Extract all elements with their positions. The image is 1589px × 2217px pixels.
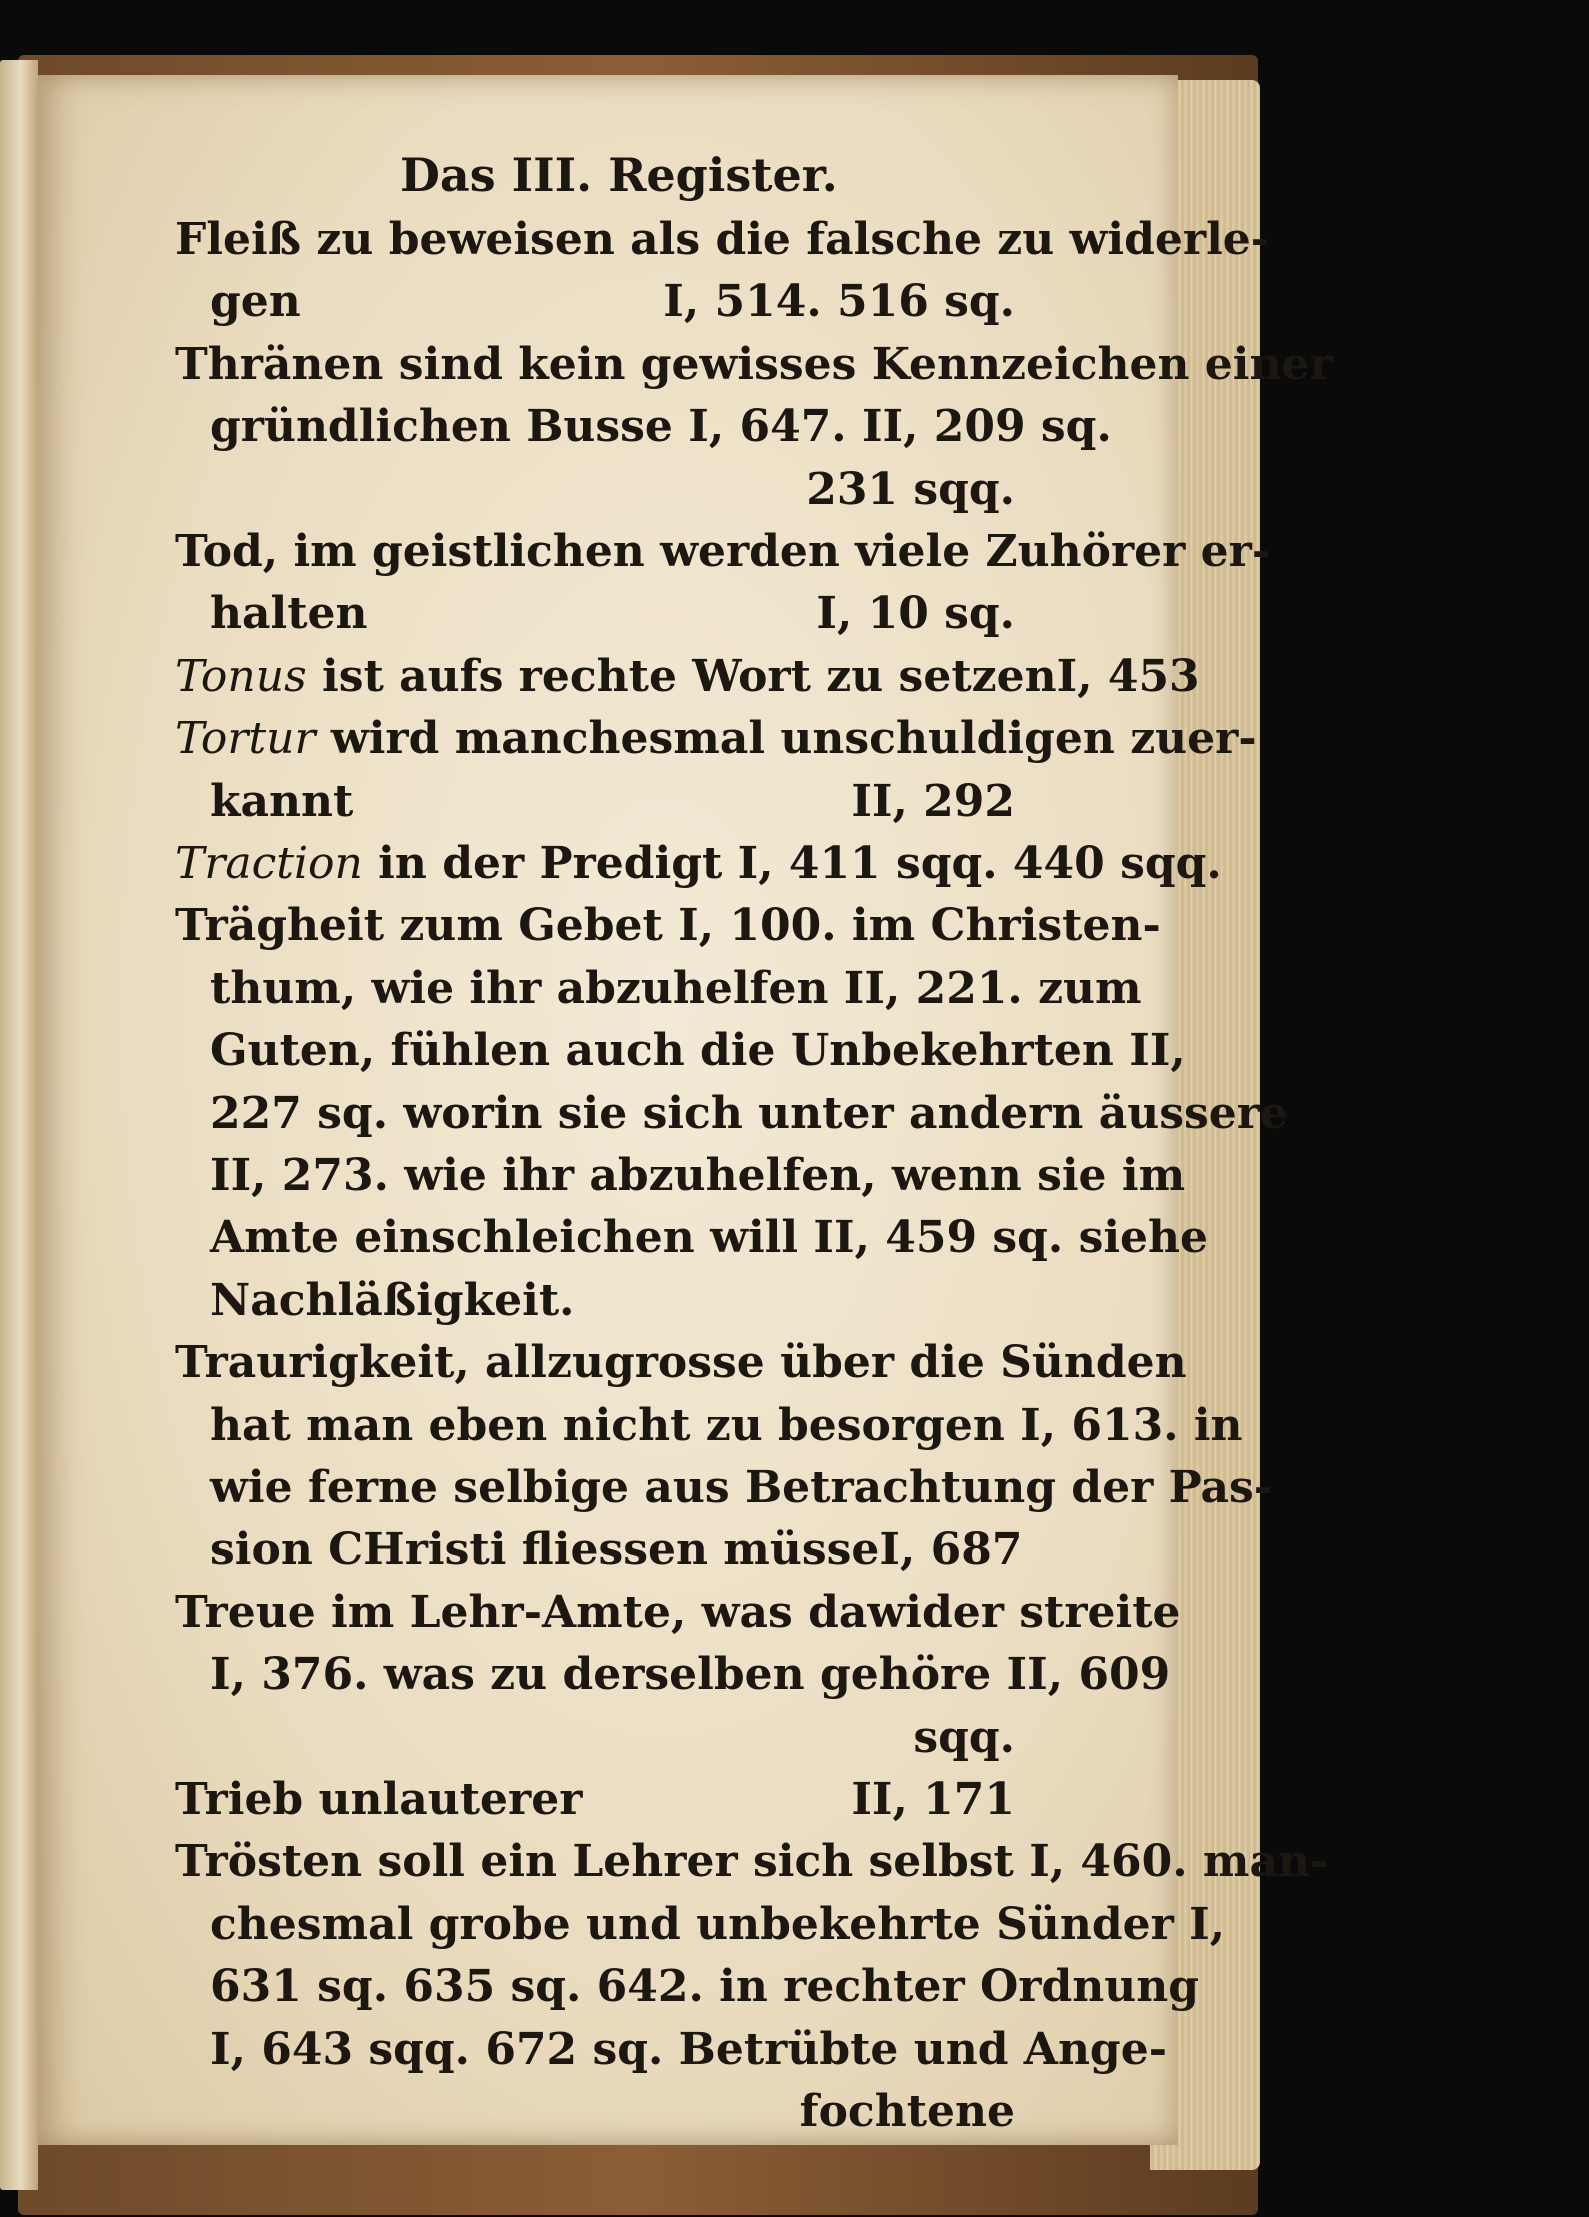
index-line (175, 335, 1333, 395)
line-left-text: wird manchesmal unschuldigen zuer- (330, 713, 1257, 765)
line-text: Guten, fühlen auch die Unbekehrten II, (210, 1025, 1186, 1077)
index-line (175, 709, 1257, 769)
line-left-group (175, 1770, 582, 1830)
line-text: Thränen sind kein gewisses Kennzeichen einer (175, 338, 1333, 390)
index-line (175, 210, 1270, 270)
line-text: II, 273. wie ihr abzuhelfen, wenn sie im (210, 1150, 1186, 1201)
left-page-edge (0, 60, 38, 2190)
running-head: Das III. Register. (400, 148, 838, 202)
index-line (175, 1333, 1187, 1393)
line-text: 631 sq. 635 sq. 642. in rechter Ordnung (210, 1961, 1199, 2013)
page-reference: I, 687 (879, 1524, 1023, 1576)
italic-term: Tonus (175, 650, 307, 702)
line-text: I, 376. was zu derselben gehöre II, 609 (210, 1649, 1171, 1701)
line-left-group (210, 272, 301, 332)
index-line (210, 584, 1015, 644)
index-line (210, 272, 1015, 332)
line-text: chesmal grobe und unbekehrte Sünder I, (210, 1898, 1226, 1950)
index-line (210, 1520, 1023, 1580)
line-text: Fleiß zu beweisen als die falsche zu widerle- (175, 214, 1270, 265)
line-text: gründlichen Busse I, 647. II, 209 sq. (210, 401, 1112, 453)
line-text: I, 643 sqq. 672 sq. Betrübte und Ange- (210, 2023, 1167, 2075)
index-line (175, 1583, 1181, 1643)
page-reference: II, 171 (851, 1774, 1015, 1825)
line-text: wie ferne selbige aus Betrachtung der Pas- (210, 1462, 1273, 1513)
index-line (210, 1957, 1199, 2017)
line-right-text: fochtene (799, 2086, 1015, 2137)
line-text: Nachläßigkeit. (210, 1274, 575, 1326)
line-text: Amte einschleichen will II, 459 sq. siehe (210, 1212, 1209, 1264)
line-text: Trösten soll ein Lehrer sich selbst I, 460. man- (175, 1836, 1329, 1888)
line-text: thum, wie ihr abzuhelfen II, 221. zum (210, 962, 1142, 1014)
index-line (210, 1645, 1171, 1705)
line-left-text: Trieb unlauterer (175, 1774, 583, 1825)
line-left-group (175, 709, 1257, 769)
index-line (175, 1770, 1015, 1830)
line-left-text: halten (210, 588, 368, 640)
italic-term: Traction (175, 838, 363, 889)
index-line (175, 834, 1222, 894)
page-reference: I, 453 (1056, 650, 1200, 702)
index-line (210, 2020, 1167, 2080)
index-line (210, 397, 1112, 457)
index-line (210, 772, 1015, 832)
line-left-group (210, 772, 353, 832)
index-line (210, 1396, 1243, 1456)
index-line (210, 1084, 1288, 1144)
line-right-text: 231 sqq. (806, 463, 1015, 515)
italic-term: Tortur (175, 713, 316, 765)
index-line (210, 1146, 1186, 1206)
line-left-group (210, 1520, 879, 1580)
page-reference: I, 514. 516 sq. (663, 276, 1015, 328)
index-line (175, 1832, 1329, 1892)
index-line (210, 2082, 1015, 2142)
index-line (210, 460, 1015, 520)
line-text: Tod, im geistlichen werden viele Zuhörer er- (175, 526, 1271, 577)
line-left-group (175, 647, 1057, 707)
index-line (210, 1458, 1273, 1518)
page-reference: I, 10 sq. (816, 588, 1015, 640)
line-left-group (210, 584, 368, 644)
index-line (175, 896, 1161, 956)
index-line (175, 647, 1200, 707)
line-left-text: sion CHristi fliessen müsse (210, 1524, 880, 1576)
index-line (210, 1208, 1209, 1268)
line-text: 227 sq. worin sie sich unter andern äussere (210, 1087, 1288, 1139)
index-line (210, 959, 1142, 1019)
index-line (210, 1271, 1015, 1331)
line-left-text: ist aufs rechte Wort zu setzen (322, 650, 1057, 702)
page-reference: II, 292 (851, 775, 1015, 827)
index-line (210, 1895, 1226, 1955)
index-line (210, 1708, 1015, 1768)
line-left-group (175, 834, 1222, 894)
index-line (175, 522, 1271, 582)
line-left-text: in der Predigt I, 411 sqq. 440 sqq. (378, 838, 1222, 889)
line-text: hat man eben nicht zu besorgen I, 613. in (210, 1399, 1243, 1451)
index-line (210, 1021, 1186, 1081)
line-right-text: sqq. (913, 1711, 1015, 1763)
line-text: Traurigkeit, allzugrosse über die Sünden (175, 1337, 1187, 1389)
line-text: Treue im Lehr-Amte, was dawider streite (175, 1586, 1181, 1638)
line-left-text: gen (210, 276, 301, 328)
line-left-text: kannt (210, 775, 354, 827)
line-text: Trägheit zum Gebet I, 100. im Christen- (175, 900, 1161, 952)
